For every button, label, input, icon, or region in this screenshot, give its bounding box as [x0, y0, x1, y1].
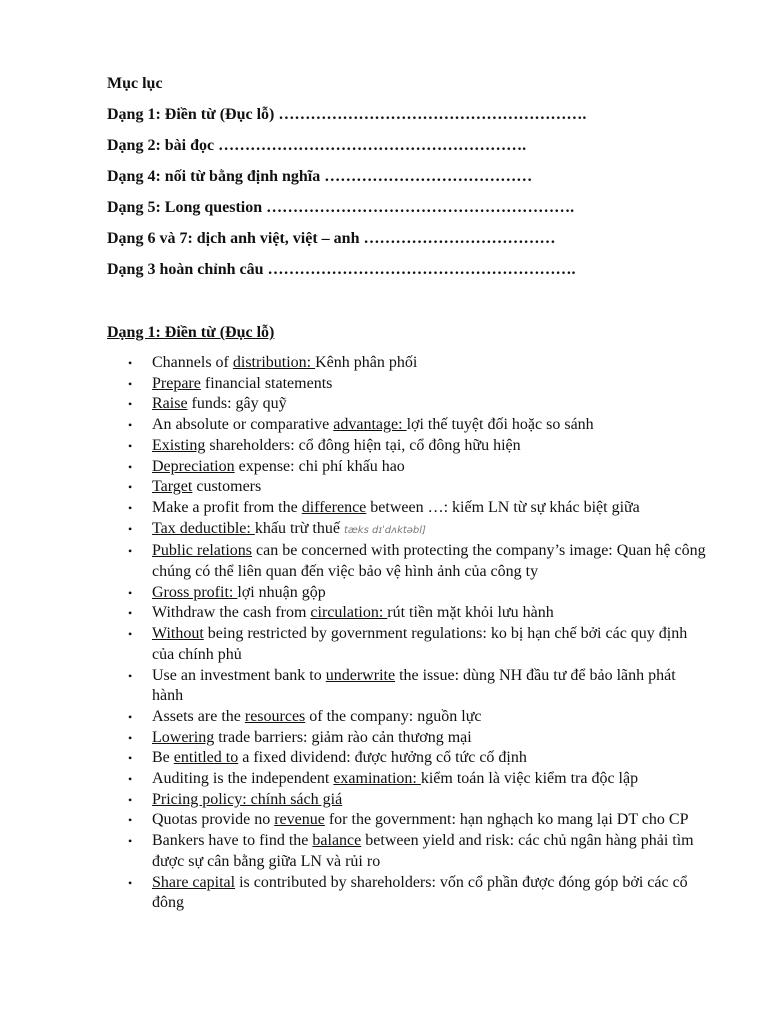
list-item — [107, 603, 707, 624]
bullet-icon: • — [128, 438, 133, 453]
keyword: balance — [312, 832, 362, 850]
item-text: lợi thế tuyệt đối hoặc so sánh — [406, 416, 594, 434]
keyword: Public relations — [152, 542, 252, 560]
keyword: distribution: — [232, 354, 316, 371]
list-item — [107, 436, 707, 457]
item-text: Bankers have to find the — [152, 832, 313, 850]
toc-entry: Dạng 6 và 7: dịch anh việt, việt – anh ……………………………… — [107, 230, 556, 247]
item-text: trade barriers: giảm rào cản thương mại — [214, 728, 472, 746]
list-item — [107, 353, 707, 374]
item-text: lợi nhuận gộp — [237, 583, 326, 601]
keyword: underwrite — [325, 666, 396, 684]
item-text: Auditing is the independent — [152, 770, 334, 788]
keyword: resources — [244, 707, 306, 725]
toc-entry: Dạng 5: Long question …………………………………………………. — [107, 199, 575, 216]
bullet-icon: • — [128, 459, 133, 474]
bullet-icon: • — [128, 668, 133, 683]
toc-entry: Dạng 3 hoàn chỉnh câu …………………………………………………. — [107, 261, 576, 278]
item-text: between …: kiếm LN từ sự khác biệt giữa — [366, 498, 640, 516]
bullet-icon: • — [128, 480, 133, 495]
list-item — [107, 873, 707, 914]
bullet-icon: • — [128, 418, 133, 433]
bullet-icon: • — [128, 875, 133, 890]
bullet-icon: • — [128, 544, 133, 559]
item-text: shareholders: cổ đông hiện tại, cổ đông hữu hiện — [205, 436, 521, 454]
item-text: a fixed dividend: được hưởng cổ tức cố định — [238, 749, 527, 767]
item-text: Channels of — [152, 354, 233, 371]
bullet-icon: • — [128, 627, 133, 642]
list-item — [107, 728, 707, 749]
vocabulary-list — [107, 353, 707, 914]
keyword: examination: — [333, 770, 421, 788]
bullet-icon: • — [128, 772, 133, 787]
item-text: An absolute or comparative — [152, 416, 334, 434]
keyword: Pricing policy: chính sách giá — [152, 790, 343, 808]
item-text: financial statements — [200, 374, 333, 392]
item-text: Assets are the — [152, 707, 245, 725]
item-text: Be — [152, 749, 174, 767]
item-text: between yield and risk: các chủ ngân hàng phải tìm được sự cân bằng giữa LN và rủi ro — [152, 832, 694, 870]
bullet-icon: • — [128, 730, 133, 745]
keyword: revenue — [274, 811, 325, 829]
keyword: Prepare — [152, 374, 201, 392]
list-item — [107, 748, 707, 769]
item-text: Use an investment bank to — [152, 666, 326, 684]
item-text: can be concerned with protecting the company’s image: Quan hệ công chúng có thể liên quan đến việc bảo vệ hình ảnh của công ty — [152, 542, 706, 581]
item-text: being restricted by government regulations: ko bị hạn chế bởi các quy định của chính phủ — [152, 625, 688, 663]
item-text: funds: gây quỹ — [187, 395, 287, 413]
list-item — [107, 831, 707, 872]
keyword: Lowering — [152, 728, 215, 746]
bullet-icon: • — [128, 585, 133, 600]
keyword: Depreciation — [152, 457, 235, 475]
section-heading: Dạng 1: Điền từ (Đục lỗ) — [107, 324, 275, 341]
toc-entry: Dạng 4: nối từ bằng định nghĩa ………………………………… — [107, 168, 533, 185]
list-item — [107, 394, 707, 415]
bullet-icon: • — [128, 751, 133, 766]
list-item — [107, 541, 707, 582]
keyword: advantage: — [333, 416, 407, 434]
list-item — [107, 457, 707, 478]
bullet-icon: • — [128, 356, 133, 370]
list-item — [107, 790, 707, 811]
item-text: Withdraw the cash from — [152, 604, 311, 622]
item-text: customers — [192, 478, 262, 496]
keyword: entitled to — [173, 749, 239, 767]
item-text: khấu trừ thuế — [254, 519, 344, 537]
item-text: Kênh phân phối — [315, 354, 418, 371]
list-item — [107, 477, 707, 498]
list-item — [107, 769, 707, 790]
bullet-icon: • — [128, 397, 133, 412]
keyword: Tax deductible: — [152, 519, 255, 537]
item-text: rút tiền mặt khỏi lưu hành — [387, 604, 554, 622]
section-1 — [107, 323, 707, 914]
list-item — [107, 707, 707, 728]
bullet-icon: • — [128, 834, 133, 849]
list-item — [107, 810, 707, 831]
list-item — [107, 624, 707, 665]
bullet-icon: • — [128, 521, 133, 536]
bullet-icon: • — [128, 606, 133, 621]
toc-title: Mục lục — [107, 75, 163, 92]
item-text: the issue: dùng NH đầu tư để bảo lãnh phát hành — [152, 666, 676, 705]
list-item — [107, 519, 707, 542]
keyword: Gross profit: — [152, 583, 238, 601]
keyword: difference — [301, 498, 367, 516]
bullet-icon: • — [128, 376, 133, 391]
table-of-contents — [107, 74, 727, 280]
item-text: for the government: hạn nghạch ko mang lại DT cho CP — [324, 811, 689, 829]
keyword: Without — [152, 625, 204, 643]
item-text: Make a profit from the — [152, 498, 302, 516]
item-text: kiểm toán là việc kiểm tra độc lập — [420, 770, 639, 788]
keyword: Target — [152, 478, 193, 496]
item-text: expense: chi phí khấu hao — [234, 457, 405, 475]
keyword: Raise — [152, 395, 188, 413]
item-text: of the company: nguồn lực — [305, 707, 482, 725]
bullet-icon: • — [128, 792, 133, 807]
list-item — [107, 666, 707, 707]
item-text: Quotas provide no — [152, 811, 275, 829]
keyword: Existing — [152, 436, 206, 454]
toc-entry: Dạng 2: bài đọc …………………………………………………. — [107, 137, 527, 154]
list-item — [107, 498, 707, 519]
item-text: is contributed by shareholders: vốn cổ phần được đóng góp bởi các cổ đông — [152, 873, 688, 912]
keyword: Share capital — [152, 873, 236, 891]
toc-entry: Dạng 1: Điền từ (Đục lỗ) …………………………………………………. — [107, 106, 587, 123]
keyword: circulation: — [310, 604, 388, 622]
bullet-icon: • — [128, 500, 133, 515]
bullet-icon: • — [128, 813, 133, 828]
list-item — [107, 374, 707, 395]
phonetic-transcription: tæks dɪˈdʌktəbl] — [343, 524, 426, 536]
list-item — [107, 583, 707, 604]
bullet-icon: • — [128, 709, 133, 724]
list-item — [107, 415, 707, 436]
